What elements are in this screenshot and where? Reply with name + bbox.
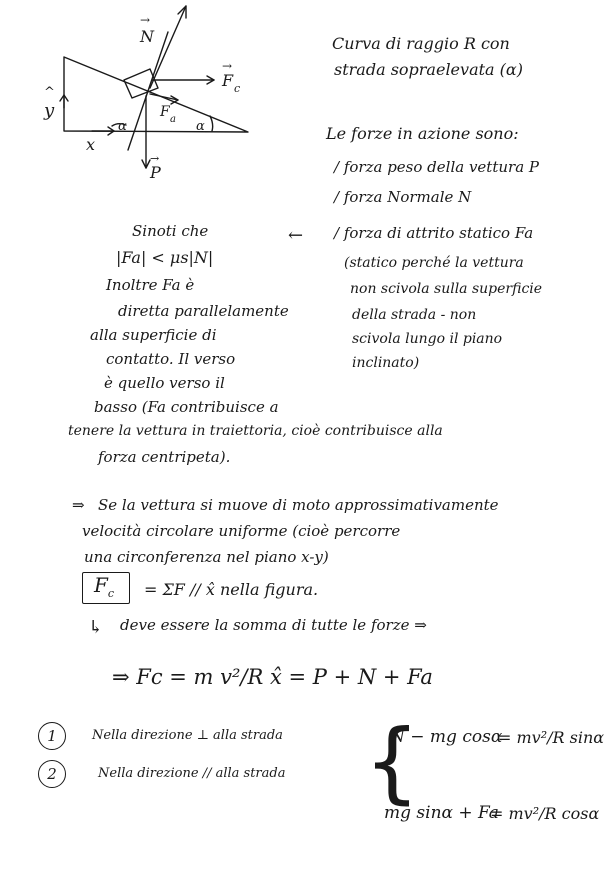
direction-perpendicular: Nella direzione ⊥ alla strada: [92, 728, 283, 743]
svg-text:→: →: [140, 13, 151, 27]
system-brace: {: [364, 710, 420, 813]
system-eq2-right: = mv²/R cosα: [490, 804, 600, 823]
force-item-normal: / forza Normale N: [334, 188, 472, 206]
svg-text:→: →: [150, 152, 160, 165]
left-note-5: alla superficie di: [90, 326, 217, 344]
left-note-2: |Fa| < μs|N|: [116, 248, 214, 267]
friction-note-5: inclinato): [352, 355, 420, 371]
left-note-6: contatto. Il verso: [106, 350, 236, 368]
label-alpha-left: α: [118, 119, 127, 134]
direction-parallel: Nella direzione // alla strada: [98, 766, 286, 781]
svg-text:→: →: [222, 59, 233, 73]
title-line-1: Curva di raggio R con: [332, 34, 510, 53]
left-note-3: Inoltre Fa è: [106, 276, 195, 294]
paragraph-line-4: = ΣF // x̂ nella figura.: [144, 580, 319, 599]
normal-arrow: [150, 6, 186, 88]
label-N: N: [140, 27, 154, 46]
system-eq1-right: = mv²/R sinα: [498, 728, 605, 747]
left-note-1: Sinoti che: [132, 222, 209, 240]
fc-boxed-symbol: $F_c$: [94, 573, 115, 600]
label-Fa: F: [160, 104, 170, 120]
paragraph-line-2: velocità circolare uniforme (cioè percorre: [82, 522, 401, 540]
svg-text:c: c: [234, 82, 241, 95]
label-x: x: [86, 135, 96, 154]
label-alpha-right: α: [196, 119, 205, 134]
left-note-8: basso (Fa contribuisce a: [94, 398, 279, 416]
label-y: y: [44, 100, 55, 121]
friction-note-1: (statico perché la vettura: [344, 255, 524, 271]
left-note-10: forza centripeta).: [98, 448, 231, 466]
paragraph-arrow: ⇒: [72, 496, 85, 514]
title-line-2: strada sopraelevata (α): [334, 60, 523, 79]
left-note-9: tenere la vettura in traiettoria, cioè contribuisce alla: [68, 423, 443, 439]
force-item-weight: / forza peso della vettura P: [334, 158, 539, 176]
left-note-7: è quello verso il: [104, 374, 225, 392]
paragraph-hook: ↳: [88, 617, 104, 638]
forces-intro: Le forze in azione sono:: [326, 124, 519, 143]
paragraph-line-5: deve essere la somma di tutte le forze ⇒: [120, 616, 427, 634]
label-P: P: [150, 163, 161, 182]
friction-note-3: della strada - non: [352, 307, 477, 323]
label-Fc: F: [222, 71, 234, 90]
paragraph-line-1: Se la vettura si muove di moto approssimativamente: [98, 496, 499, 514]
left-note-4: diretta parallelamente: [118, 302, 289, 320]
friction-note-2: non scivola sulla superficie: [350, 281, 543, 297]
paragraph-line-3: una circonferenza nel piano x-y): [84, 548, 329, 566]
number-circle-1: 1: [38, 722, 66, 750]
svg-text:a: a: [170, 114, 176, 125]
force-item-friction: / forza di attrito statico Fa: [334, 224, 534, 242]
inclined-plane-diagram: [0, 0, 300, 200]
system-eq1-left: N − mg cosα: [390, 727, 503, 747]
friction-note-4: scivola lungo il piano: [352, 331, 503, 347]
system-eq2-left: mg sinα + Fa: [384, 803, 499, 823]
link-arrow: ←: [288, 225, 304, 246]
svg-text:^: ^: [44, 85, 55, 100]
main-equation: ⇒ Fc = m v²/R x̂ = P + N + Fa: [112, 665, 433, 689]
number-circle-2: 2: [38, 760, 66, 788]
